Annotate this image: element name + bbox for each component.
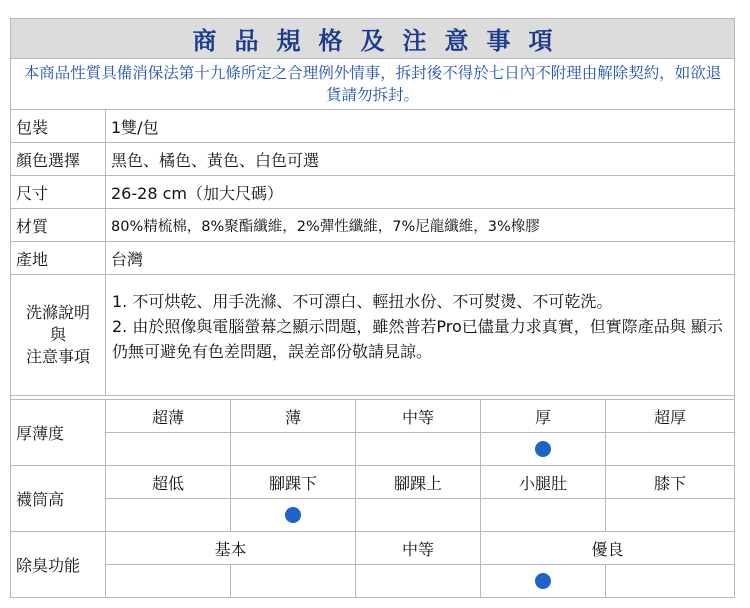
wash-label	[11, 275, 106, 395]
scale-option: 超薄	[106, 400, 231, 432]
scale-option: 腳踝下	[231, 466, 356, 498]
scale-label: 厚薄度	[11, 400, 106, 465]
spec-row-origin	[11, 242, 734, 275]
scale-option: 膝下	[653, 473, 686, 493]
wash-item: 2. 由於照像與電腦螢幕之顯示問題，雖然普若Pro已儘量力求真實，但實際產品與 顯示仍無可避免有色差問題，誤差部份敬請見諒。	[112, 317, 723, 361]
marker-row	[106, 565, 734, 597]
spec-row-size	[11, 176, 734, 209]
scale-sock-height	[11, 466, 734, 532]
spec-row-color	[11, 143, 734, 176]
return-notice: 本商品性質具備消保法第十九條所定之合理例外情事，拆封後不得於七日內不附理由解除契約，如欲退貨請勿拆封。	[11, 59, 734, 110]
spec-value: 黑色、橘色、黃色、白色可選	[111, 150, 320, 170]
spec-value: 1雙/包	[111, 117, 159, 137]
scale-option: 超厚	[653, 407, 686, 427]
title-bar	[11, 19, 734, 59]
scale-option: 優良	[591, 539, 624, 559]
spec-label: 產地	[11, 242, 106, 274]
wash-label-line: 與	[49, 325, 66, 344]
spec-label: 尺寸	[11, 176, 106, 208]
spec-value: 台灣	[111, 249, 144, 269]
scale-option: 基本	[106, 532, 356, 564]
scale-thickness	[11, 400, 734, 466]
page-title: 商品規格及注意事項	[192, 27, 571, 55]
wash-item: 1. 不可烘乾、用手洗滌、不可漂白、輕扭水份、不可熨燙、不可乾洗。	[112, 292, 613, 311]
scale-label: 襪筒高	[11, 466, 106, 531]
spec-row-material	[11, 209, 734, 242]
wash-label-line: 注意事項	[25, 347, 90, 366]
selected-dot-icon	[535, 573, 551, 589]
marker-row	[106, 499, 734, 531]
scale-option: 薄	[231, 400, 356, 432]
scale-option: 小腿肚	[481, 466, 606, 498]
spec-value: 26-28 cm（加大尺碼）	[111, 183, 283, 203]
wash-label-line: 洗滌說明	[25, 303, 90, 322]
spec-label: 材質	[11, 209, 106, 241]
scale-option: 腳踝上	[356, 466, 481, 498]
scale-option: 中等	[356, 532, 481, 564]
scale-option: 厚	[481, 400, 606, 432]
scale-deodorant	[11, 532, 734, 597]
spec-table	[10, 18, 735, 598]
spec-row-package	[11, 110, 734, 143]
scale-option: 中等	[356, 400, 481, 432]
marker-row	[106, 433, 734, 465]
wash-instructions-row	[11, 275, 734, 396]
scale-label: 除臭功能	[11, 532, 106, 597]
spec-label: 包裝	[11, 110, 106, 142]
scale-grid	[106, 466, 734, 531]
spec-value: 80%精梳棉，8%聚酯纖維，2%彈性纖維，7%尼龍纖維，3%橡膠	[111, 218, 540, 235]
scale-grid	[106, 400, 734, 465]
scale-grid	[106, 532, 734, 597]
selected-dot-icon	[535, 441, 551, 457]
scale-option: 超低	[106, 466, 231, 498]
wash-text	[106, 275, 734, 395]
selected-dot-icon	[285, 507, 301, 523]
spec-label: 顏色選擇	[11, 143, 106, 175]
